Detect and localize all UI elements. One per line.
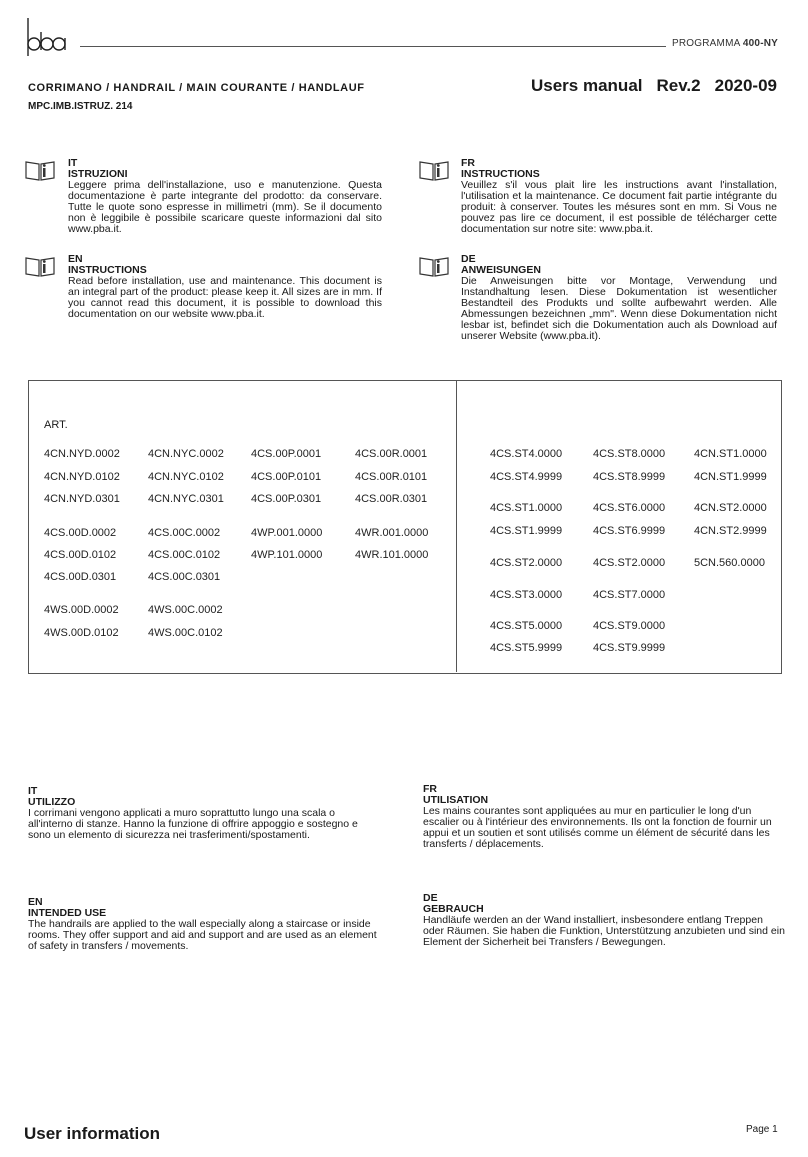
article-table-divider — [456, 380, 457, 672]
article-code: 5CN.560.0000 — [694, 557, 765, 569]
article-code: 4WS.00D.0002 — [44, 604, 119, 616]
article-code: 4CS.ST5.0000 — [490, 620, 563, 632]
article-code: 4WS.00C.0102 — [148, 627, 223, 639]
article-code: 4CN.NYC.0301 — [148, 493, 224, 505]
article-code: 4CS.ST2.0000 — [593, 557, 666, 569]
article-code: 4WS.00C.0002 — [148, 604, 223, 616]
article-code: 4CN.ST2.9999 — [694, 525, 767, 537]
article-code: 4CS.00D.0301 — [44, 571, 117, 583]
article-code: 4CS.ST9.0000 — [593, 620, 666, 632]
article-label: ART. — [44, 419, 68, 431]
article-code: 4CS.00R.0001 — [355, 448, 428, 460]
article-code: 4CS.ST4.0000 — [490, 448, 563, 460]
article-code: 4CS.ST8.0000 — [593, 448, 666, 460]
article-code: 4CS.00R.0101 — [355, 471, 428, 483]
article-code: 4CN.ST1.0000 — [694, 448, 767, 460]
article-code: 4CS.ST8.9999 — [593, 471, 666, 483]
manual-book-icon — [24, 160, 56, 182]
usage-it: IT UTILIZZO I corrimani vengono applicati a muro soprattutto lungo una scala o all'interno di stanze. Hanno la funzione di offrire appoggio e sostegno e sono un elemento di sicurezza nei trasferimenti/spostamenti. — [28, 785, 358, 841]
article-code: 4CS.00C.0301 — [148, 571, 221, 583]
article-code: 4CS.ST5.9999 — [490, 642, 563, 654]
usage-de: DE GEBRAUCH Handläufe werden an der Wand installiert, insbesondere entlang Treppen oder Räumen. Sie haben die Funktion, Unterstützung anzubieten und sind ein Element der Sicherheit bei Transfers / Bewegungen. — [423, 892, 785, 948]
section-title: User information — [24, 1124, 161, 1143]
instructions-fr: FR INSTRUCTIONS Veuillez s'il vous plait lire les instructions avant l'installation, l'utilisation et la maintenance. Ce document fait partie intégrante du produit: à conserver. Toutes les mésures sont en mm. Si Vous ne pouvez pas lire ce document, il est possible de télécharger cette documentation sur notre site: www.pba.it. — [461, 157, 777, 235]
article-code: 4WR.001.0000 — [355, 527, 429, 539]
article-code: 4CS.ST4.9999 — [490, 471, 563, 483]
article-code: 4CS.ST2.0000 — [490, 557, 563, 569]
article-code: 4CN.ST1.9999 — [694, 471, 767, 483]
usage-en: EN INTENDED USE The handrails are applied to the wall especially along a staircase or inside rooms. They offer support and aid and support and are used as an element of safety in transfers / movements. — [28, 896, 377, 952]
article-code: 4CN.NYD.0102 — [44, 471, 120, 483]
instructions-it: IT ISTRUZIONI Leggere prima dell'installazione, uso e manutenzione. Questa documentazione è parte integrante del prodotto: da conservare. Tutte le quote sono espresse in millimetri (mm). Se il documento non è leggibile è possibile scaricare queste informazioni dal sito www.pba.it. — [68, 157, 382, 235]
article-code: 4CS.00C.0002 — [148, 527, 221, 539]
manual-title: Users manual Rev.2 2020-09 — [531, 76, 777, 95]
article-code: 4CS.ST7.0000 — [593, 589, 666, 601]
article-code: 4WS.00D.0102 — [44, 627, 119, 639]
article-code: 4CS.ST3.0000 — [490, 589, 563, 601]
article-code: 4CN.NYC.0002 — [148, 448, 224, 460]
usage-fr: FR UTILISATION Les mains courantes sont appliquées au mur en particulier le long d'un escalier ou à l'intérieur des environnements. Ils ont la fonction de fournir un appui et un soutien et sont utilisés comme un élément de sécurité dans les transferts / déplacements. — [423, 783, 772, 850]
doc-title: CORRIMANO / HANDRAIL / MAIN COURANTE / HANDLAUF — [28, 82, 365, 94]
manual-book-icon — [24, 256, 56, 278]
article-code: 4WP.101.0000 — [251, 549, 323, 561]
article-code: 4CS.00C.0102 — [148, 549, 221, 561]
article-code: 4CS.00P.0301 — [251, 493, 322, 505]
manual-book-icon — [418, 256, 450, 278]
article-code: 4CS.ST9.9999 — [593, 642, 666, 654]
instructions-de: DE ANWEISUNGEN Die Anweisungen bitte vor Montage, Verwendung und Instandhaltung lesen. Diese Dokumentation ist wesentlicher Bestandteil des Produkts und sollte aufbewahrt werden. Alle Abmessungen bezeichnen „mm". Wenn diese Dokumentation nicht lesbar ist, befindet sich die Dokumentation auch als Download auf unserer Website (www.pba.it). — [461, 253, 777, 342]
page-number: Page 1 — [746, 1124, 778, 1135]
pba-logo — [24, 16, 66, 58]
article-code: 4CS.ST1.0000 — [490, 502, 563, 514]
article-code: 4CN.NYD.0002 — [44, 448, 120, 460]
article-code: 4WP.001.0000 — [251, 527, 323, 539]
article-code: 4CN.NYC.0102 — [148, 471, 224, 483]
article-code: 4CS.00P.0001 — [251, 448, 322, 460]
article-code: 4CS.00R.0301 — [355, 493, 428, 505]
article-code: 4CS.00D.0102 — [44, 549, 117, 561]
article-code: 4CS.00P.0101 — [251, 471, 322, 483]
article-code: 4WR.101.0000 — [355, 549, 429, 561]
program-label: PROGRAMMA 400-NY — [672, 38, 779, 49]
article-code: 4CS.ST1.9999 — [490, 525, 563, 537]
article-code: 4CN.NYD.0301 — [44, 493, 120, 505]
article-code: 4CS.ST6.9999 — [593, 525, 666, 537]
manual-book-icon — [418, 160, 450, 182]
article-code: 4CS.ST6.0000 — [593, 502, 666, 514]
header-rule — [80, 46, 666, 47]
article-code: 4CN.ST2.0000 — [694, 502, 767, 514]
article-code: 4CS.00D.0002 — [44, 527, 117, 539]
instructions-en: EN INSTRUCTIONS Read before installation, use and maintenance. This document is an integral part of the product: please keep it. All sizes are in mm. If you cannot read this document, it is possible to download this documentation on our website www.pba.it. — [68, 253, 382, 320]
doc-code: MPC.IMB.ISTRUZ. 214 — [28, 101, 133, 112]
